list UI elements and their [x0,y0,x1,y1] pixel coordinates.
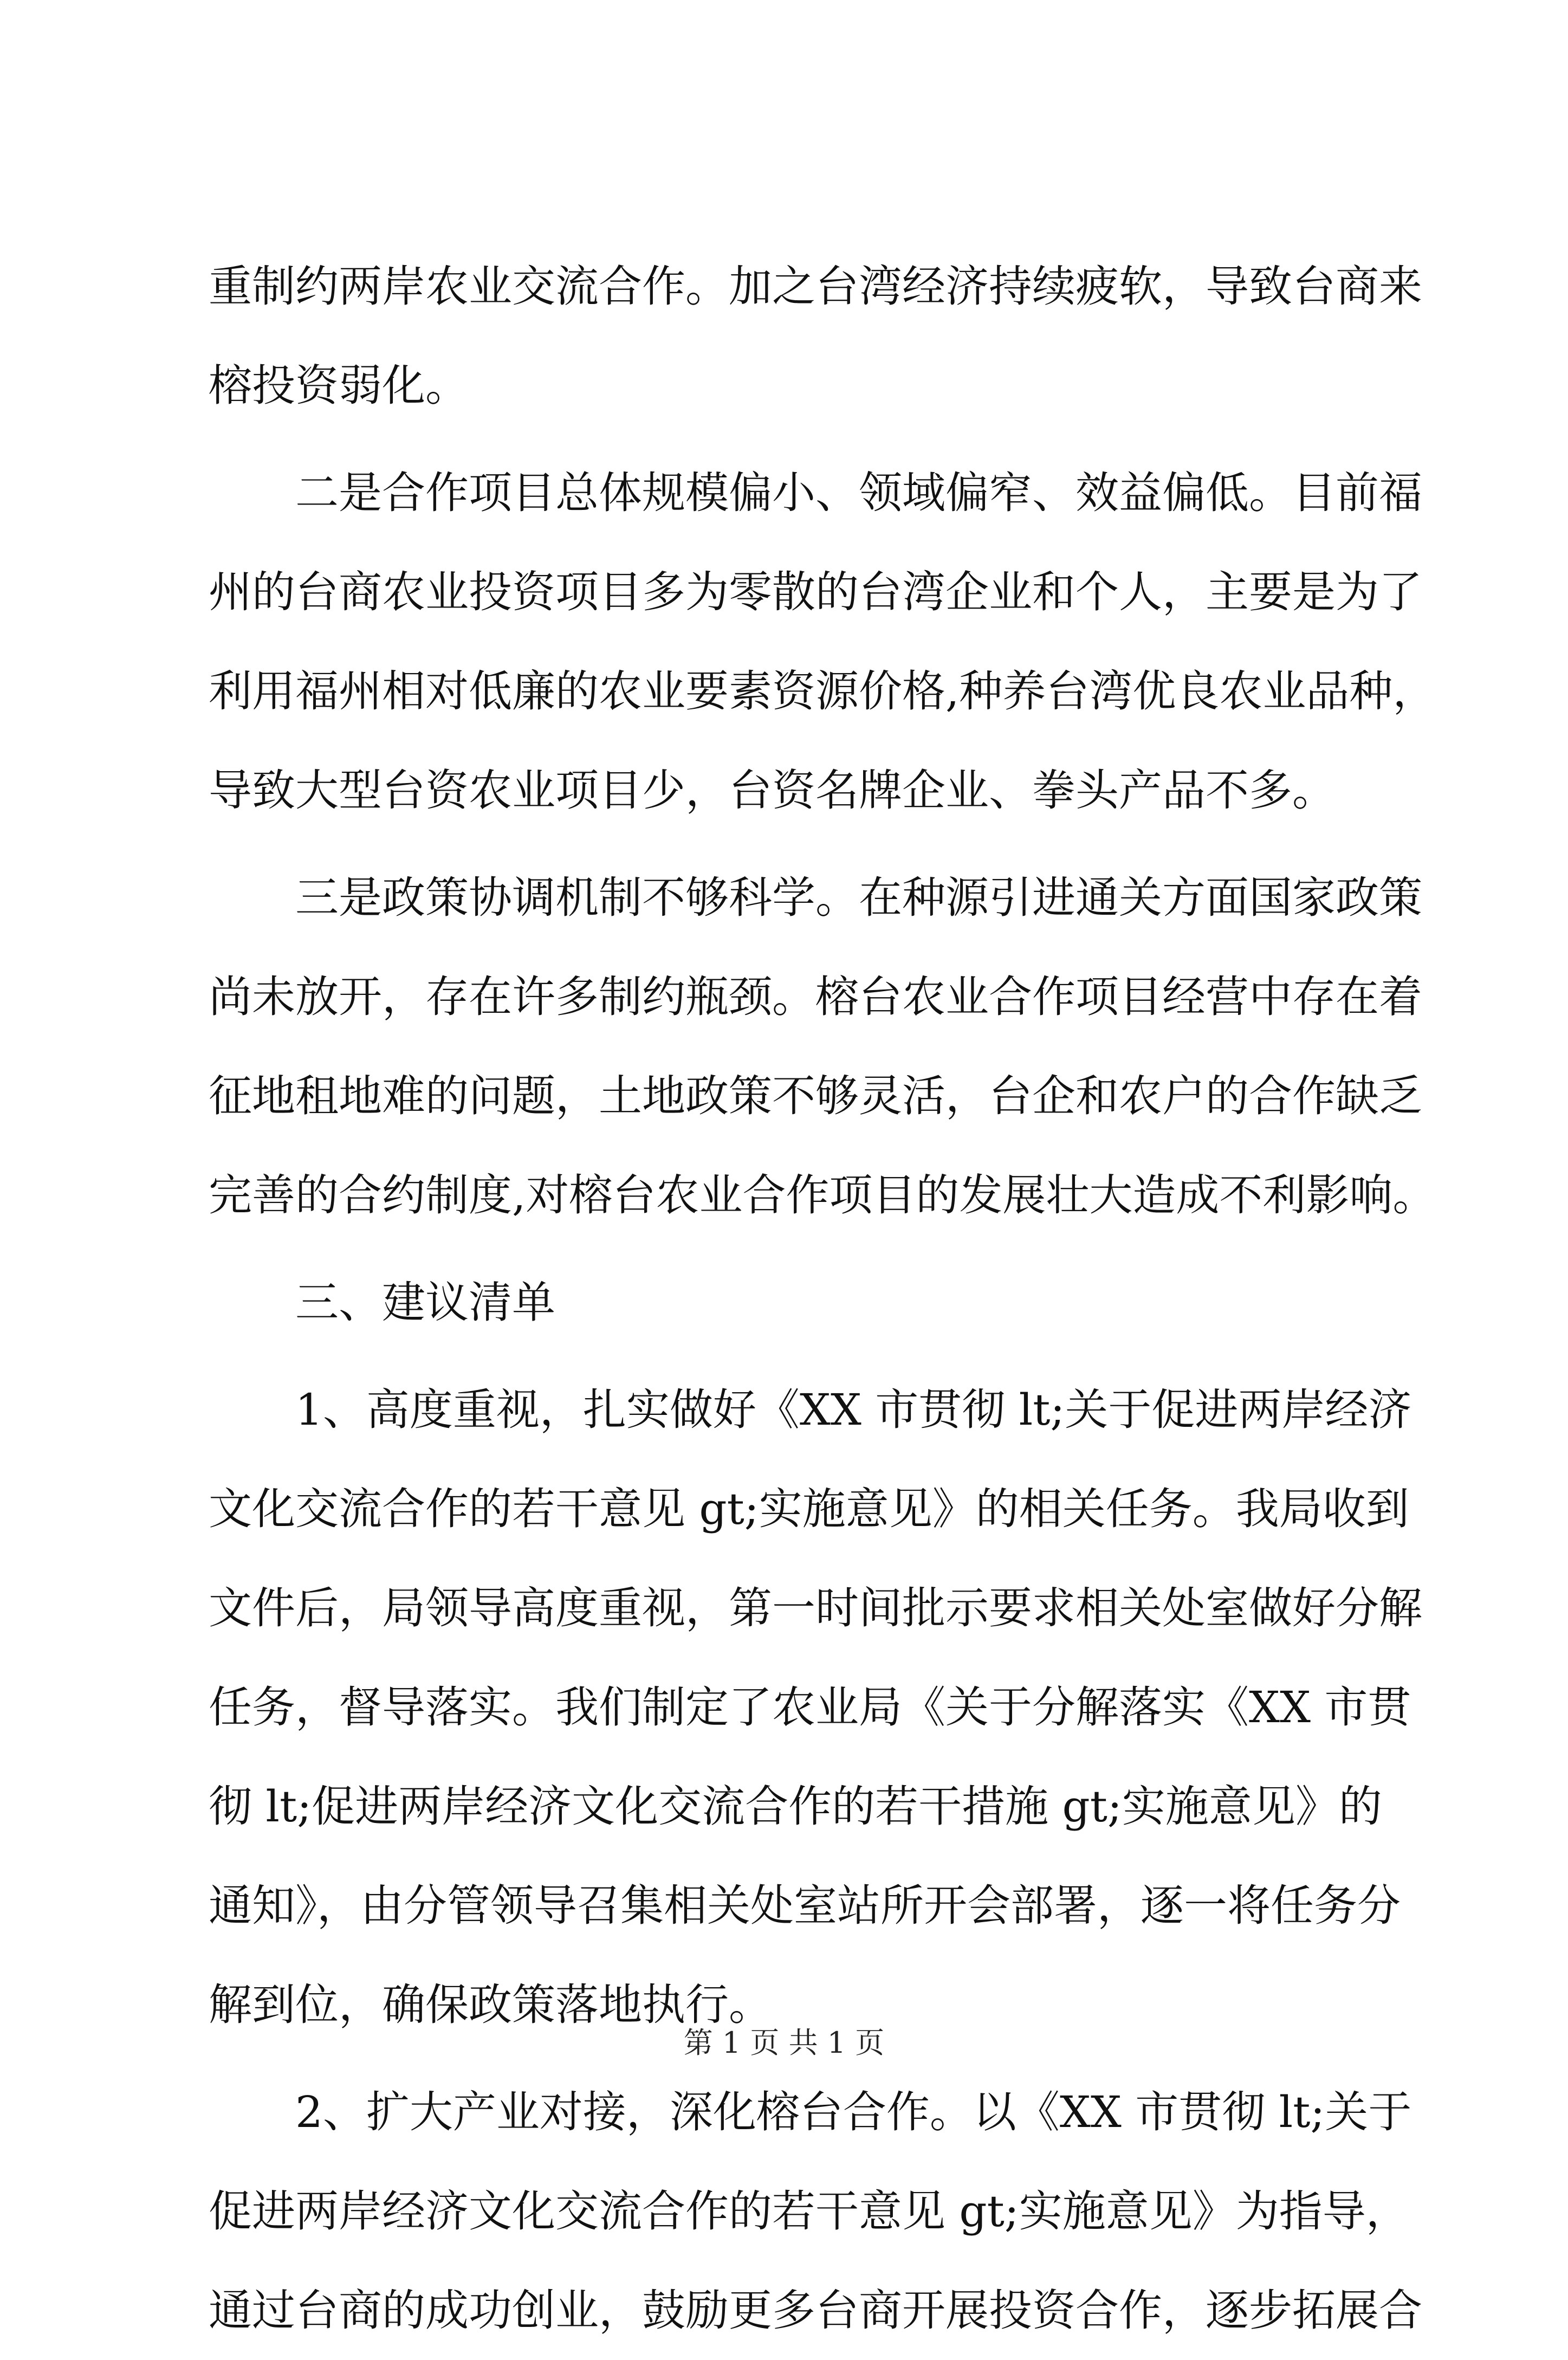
text-line: 通知》，由分管领导召集相关处室站所开会部署，逐一将任务分 [209,1880,1401,1931]
text-line: 促进两岸经济文化交流合作的若干意见 gt;实施意见》为指导， [209,2186,1409,2236]
text-line: 文化交流合作的若干意见 gt;实施意见》的相关任务。我局收到 [209,1484,1409,1534]
text-line: 完善的合约制度,对榕台农业合作项目的发展壮大造成不利影响。 [209,1170,1436,1220]
text-line: 征地租地难的问题，土地政策不够灵活，台企和农户的合作缺乏 [209,1071,1422,1121]
paragraph [209,443,1436,840]
page-number: 第 1 页 共 1 页 [683,2026,885,2060]
section-heading [209,1253,1373,1352]
paragraph [209,237,1422,435]
paragraph [209,2062,1422,2360]
text-line: 重制约两岸农业交流合作。加之台湾经济持续疲软，导致台商来 [209,261,1422,312]
text-line: 利用福州相对低廉的农业要素资源价格,种养台湾优良农业品种， [209,666,1436,716]
text-line: 二是合作项目总体规模偏小、领域偏窄、效益偏低。目前福 [295,468,1422,518]
text-line: 导致大型台资农业项目少，台资名牌企业、拳头产品不多。 [209,765,1336,816]
text-line: 榕投资弱化。 [209,360,469,411]
text-line: 彻 lt;促进两岸经济文化交流合作的若干措施 gt;实施意见》的 [209,1781,1382,1832]
paragraph [209,848,1436,1245]
text-line: 州的台商农业投资项目多为零散的台湾企业和个人，主要是为了 [209,567,1422,617]
paragraph [209,1360,1422,2054]
text-line: 解到位，确保政策落地执行。 [209,1980,772,2030]
text-line: 2、扩大产业对接，深化榕台合作。以《XX 市贯彻 lt;关于 [295,2087,1412,2137]
page-footer [0,2024,1568,2062]
section-heading-text: 三、建议清单 [295,1277,555,1328]
text-line: 1、高度重视，扎实做好《XX 市贯彻 lt;关于促进两岸经济 [295,1385,1412,1435]
text-line: 文件后，局领导高度重视，第一时间批示要求相关处室做好分解 [209,1583,1422,1633]
text-line: 三是政策协调机制不够科学。在种源引进通关方面国家政策 [295,872,1422,923]
text-line: 任务，督导落实。我们制定了农业局《关于分解落实《XX 市贯 [209,1682,1411,1732]
text-line: 尚未放开，存在许多制约瓶颈。榕台农业合作项目经营中存在着 [209,972,1422,1022]
text-line: 通过台商的成功创业，鼓励更多台商开展投资合作，逐步拓展合 [209,2285,1422,2336]
